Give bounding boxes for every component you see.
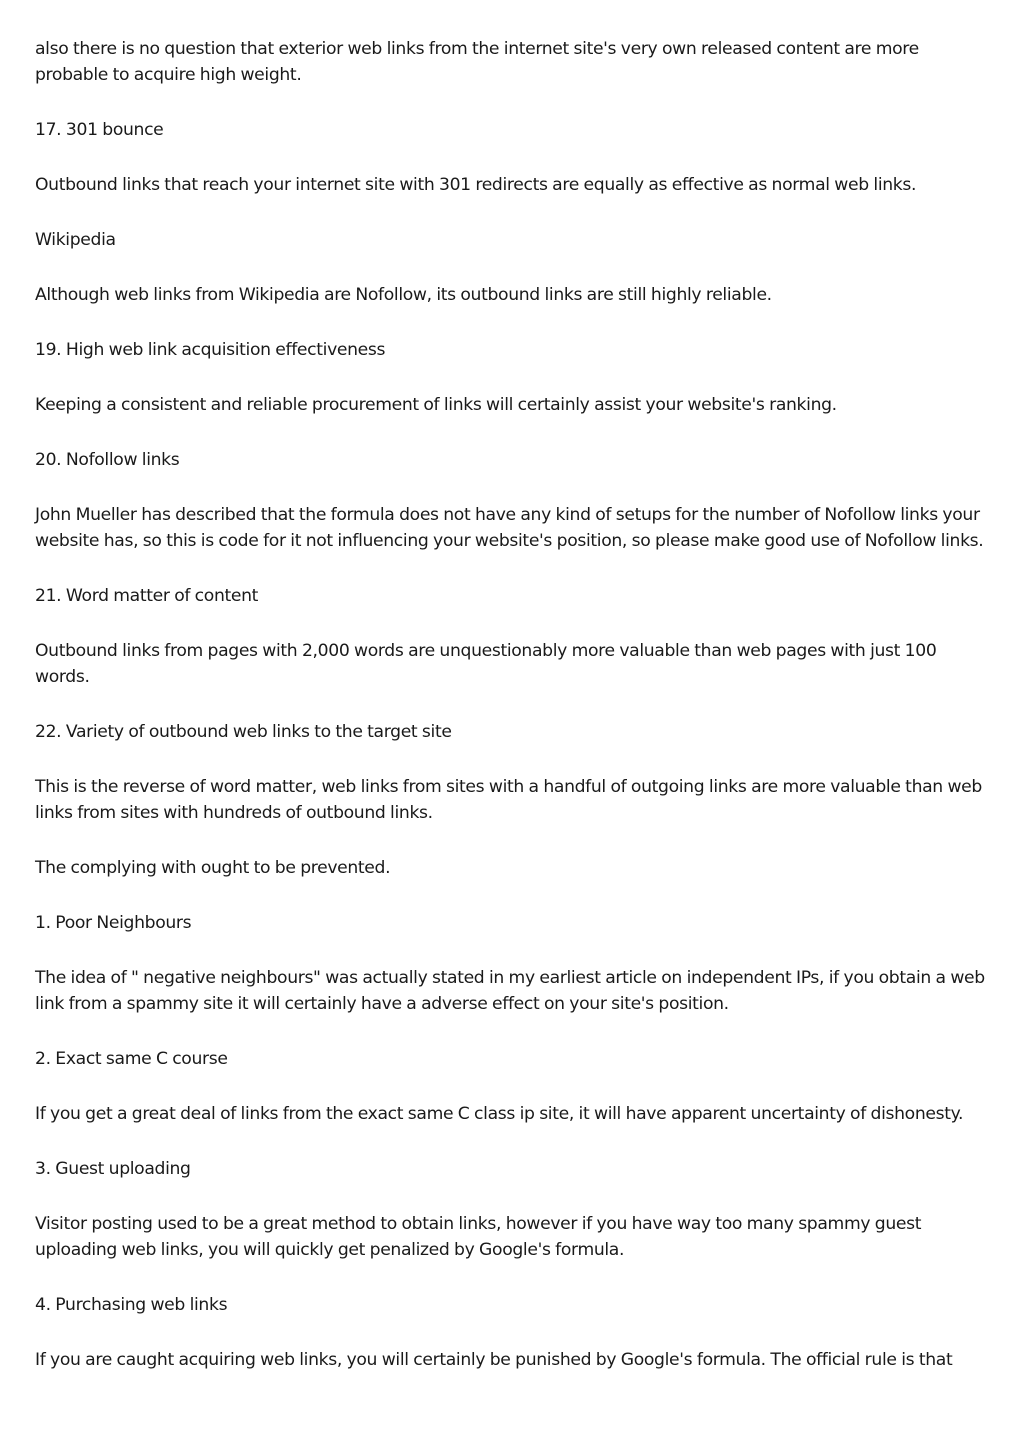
heading-301-bounce: 17. 301 bounce [35,120,164,140]
paragraph-link-acquisition: Keeping a consistent and reliable procurement of links will certainly assist your website's ranking. [35,395,837,415]
heading-outbound-variety: 22. Variety of outbound web links to the target site [35,722,452,742]
paragraph-wikipedia: Although web links from Wikipedia are Nofollow, its outbound links are still highly reliable. [35,285,772,305]
heading-link-acquisition: 19. High web link acquisition effectiveness [35,340,386,360]
heading-purchasing-links: 4. Purchasing web links [35,1295,228,1315]
paragraph-prevented-intro: The complying with ought to be prevented. [35,858,391,878]
paragraph-nofollow-links: John Mueller has described that the formula does not have any kind of setups for the number of Nofollow links your website has, so this is code for it not influencing your website's position, so please make good use of Nofollow links. [35,505,984,551]
heading-same-c-course: 2. Exact same C course [35,1049,228,1069]
heading-guest-uploading: 3. Guest uploading [35,1159,191,1179]
heading-wikipedia: Wikipedia [35,230,116,250]
document-body [35,36,985,1402]
paragraph-same-c-class: If you get a great deal of links from the exact same C class ip site, it will have apparent uncertainty of dishonesty. [35,1104,964,1124]
paragraph-word-matter: Outbound links from pages with 2,000 words are unquestionably more valuable than web pages with just 100 words. [35,641,937,687]
heading-nofollow-links: 20. Nofollow links [35,450,180,470]
paragraph-outbound-variety: This is the reverse of word matter, web links from sites with a handful of outgoing links are more valuable than web links from sites with hundreds of outbound links. [35,777,982,823]
paragraph-poor-neighbours: The idea of " negative neighbours" was actually stated in my earliest article on independent IPs, if you obtain a web link from a spammy site it will certainly have a adverse effect on your site's position. [35,968,985,1014]
paragraph-301-redirects: Outbound links that reach your internet site with 301 redirects are equally as effective as normal web links. [35,175,917,195]
heading-word-matter: 21. Word matter of content [35,586,259,606]
paragraph-intro-continuation: also there is no question that exterior web links from the internet site's very own released content are more probable to acquire high weight. [35,39,919,85]
paragraph-purchasing-links: If you are caught acquiring web links, you will certainly be punished by Google's formula. The official rule is that [35,1350,953,1370]
paragraph-guest-uploading: Visitor posting used to be a great method to obtain links, however if you have way too many spammy guest uploading web links, you will quickly get penalized by Google's formula. [35,1214,922,1260]
heading-poor-neighbours: 1. Poor Neighbours [35,913,192,933]
